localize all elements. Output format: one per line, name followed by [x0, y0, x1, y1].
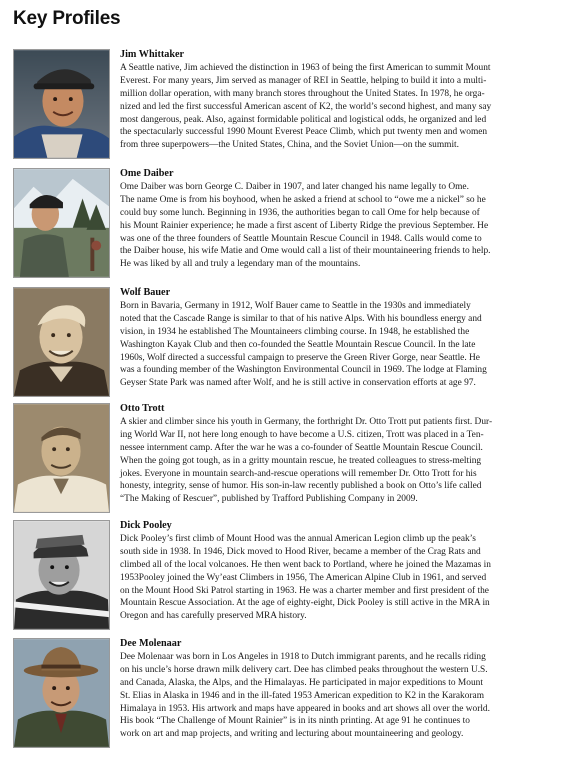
profile-bio-line: on his uncle’s horse drawn milk delivery cart. Dee has climbed peaks throughout the western U.S.	[120, 664, 488, 675]
profile-bio-line: nized and led the first successful American ascent of K2, the world’s second highest, and many say	[120, 101, 492, 112]
profile-bio-line: nessee internment camp. After the war he was a co-founder of Seattle Mountain Rescue Council.	[120, 442, 483, 453]
sepia-portrait-icon	[14, 288, 109, 396]
profile-bio-line: Ome Daiber was born George C. Daiber in 1907, and later changed his name legally to Ome.	[120, 181, 469, 192]
profile-bio-line: St. Elias in Alaska in 1946 and in the ill-fated 1953 American expedition to K2 in the Karakoram	[120, 690, 484, 701]
profile-bio-line: Everest. For many years, Jim served as manager of REI in Seattle, helping to build it into a multi-	[120, 75, 487, 86]
climber-portrait-icon	[14, 50, 109, 158]
profile-bio-line: ing World War II, not here long enough to have become a U.S. citizen, Trott was placed in a Ten-	[120, 429, 484, 440]
profile-name: Dick Pooley	[120, 520, 172, 531]
profile-bio-line: jokes. Everyone in mountain search-and-rescue operations will remember Dr. Otto Trott for his	[120, 468, 477, 479]
profile-name: Dee Molenaar	[120, 638, 182, 649]
profile-bio-line: Geyser State Park was named after Wolf, and he is still active in conservation efforts at age 97.	[120, 378, 476, 389]
profile-bio-line: Dick Pooley’s first climb of Mount Hood was the annual American Legion climb up the peak’s	[120, 533, 476, 544]
sepia-portrait-icon	[14, 404, 109, 512]
profile-bio-line: Dee Molenaar was born in Los Angeles in 1918 to Dutch immigrant parents, and he recalls riding	[120, 651, 486, 662]
profile-bio-line: million dollar operation, with many branch stores throughout the United States. In 1978, he orga-	[120, 88, 485, 99]
profile-bio-line: “The Making of Rescuer”, published by Trafford Publishing Company in 2009.	[120, 494, 418, 505]
profile-bio-line: was a founding member of the Washington Environmental Council in 1969. The lodge at Flaming	[120, 365, 487, 376]
profile-bio-line: was one of the three founders of Seattle Mountain Rescue Council in 1948. Calls would come to	[120, 233, 482, 244]
profile-ome-daiber	[13, 168, 575, 280]
profile-bio-line: 1953Pooley joined the Wy’east Climbers in 1956, The American Alpine Club in 1961, and served	[120, 572, 487, 583]
profile-bio-line: south side in 1938. In 1946, Dick moved to Hood River, became a member of the Crag Rats and	[120, 546, 481, 557]
ranger-portrait-icon	[14, 639, 109, 747]
profile-bio-line: The name Ome is from his boyhood, when he asked a friend at school to “owe me a nickel” so he	[120, 194, 486, 205]
profile-bio-line: When the going got tough, as in a gritty mountain rescue, he treated colleagues to stress-melting	[120, 455, 482, 466]
mountaineer-portrait-icon	[14, 169, 109, 277]
profile-bio-line: most dangerous, peak. Also, against formidable political and logistical odds, he organized and led	[120, 114, 487, 125]
profile-bio-line: his Mount Rainier experience; he made a first ascent of Liberty Ridge the previous September. He	[120, 220, 489, 231]
profile-bio-line: Washington Kayak Club and then co-founded the Seattle Mountain Rescue Council. In the late	[120, 339, 476, 350]
profile-bio-line: honesty, integrity, sense of humor. His son-in-law recently published a book on Otto’s life called	[120, 481, 482, 492]
profile-bio-line: A skier and climber since his youth in Germany, the forthright Dr. Otto Trott put patients first. Dur-	[120, 416, 493, 427]
profile-jim-whittaker	[13, 49, 575, 161]
profile-bio-line: Oregon and has carefully preserved MRA history.	[120, 611, 307, 622]
profile-bio-line: noted that the Cascade Range is similar to that of his native Alps. With his boundless energy and	[120, 313, 482, 324]
profile-name: Otto Trott	[120, 403, 165, 414]
portrait-photo-wolf-bauer	[13, 287, 110, 397]
profile-bio-line: He was liked by all and truly a legendary man of the mountains.	[120, 259, 361, 270]
profile-name: Jim Whittaker	[120, 49, 185, 60]
portrait-photo-dick-pooley	[13, 520, 110, 630]
profile-bio-line: 1960s, Wolf directed a successful campaign to preserve the Green River Gorge, near Seattle. He	[120, 352, 480, 363]
profile-bio-line: and Canada, Alaska, the Alps, and the Himalayas. He participated in major expeditions to Mount	[120, 677, 483, 688]
profile-bio-line: the spectacularly successful 1990 Mount Everest Peace Climb, which put twenty men and women	[120, 127, 488, 138]
profile-dee-molenaar	[13, 638, 575, 750]
profile-otto-trott	[13, 403, 575, 515]
profile-dick-pooley	[13, 520, 575, 632]
profile-bio-line: His book “The Challenge of Mount Rainier” is in its ninth printing. At age 91 he continues to	[120, 716, 470, 727]
profile-wolf-bauer	[13, 287, 575, 399]
portrait-photo-jim-whittaker	[13, 49, 110, 159]
profile-bio-line: Born in Bavaria, Germany in 1912, Wolf Bauer came to Seattle in the 1930s and immediately	[120, 300, 471, 311]
page-title: Key Profiles	[13, 8, 121, 29]
profile-bio-line: from three superpowers—the United States, China, and the Soviet Union—on the summit.	[120, 140, 460, 151]
portrait-photo-otto-trott	[13, 403, 110, 513]
bw-portrait-icon	[14, 521, 109, 629]
portrait-photo-dee-molenaar	[13, 638, 110, 748]
profile-bio-line: the Daiber house, his wife Matie and Ome would call a list of their mountaineering friends to help.	[120, 246, 491, 257]
profile-bio-line: on the Mount Hood Ski Patrol starting in 1963. He was a charter member and first president of the	[120, 585, 489, 596]
profile-name: Ome Daiber	[120, 168, 174, 179]
profile-name: Wolf Bauer	[120, 287, 171, 298]
profile-bio-line: Mountain Rescue Association. At the age of eighty-eight, Dick Pooley is still active in the MRA in	[120, 598, 490, 609]
profile-bio-line: vision, in 1934 he established The Mountaineers climbing course. In 1948, he established the	[120, 326, 470, 337]
profile-bio-line: Himalaya in 1953. His artwork and maps have appeared in books and art shows all over the world.	[120, 703, 490, 714]
profile-bio-line: climbed all of the local volcanoes. He then went back to Portland, where he joined the Mazamas in	[120, 559, 491, 570]
profile-bio-line: A Seattle native, Jim achieved the distinction in 1963 of being the first American to summit Mount	[120, 62, 491, 73]
portrait-photo-ome-daiber	[13, 168, 110, 278]
profile-bio-line: could buy some lunch. Beginning in 1936, the authorities began to call Ome for help because of	[120, 207, 480, 218]
profile-bio-line: work on art and map projects, and writing and lecturing about mountaineering and geology.	[120, 729, 464, 740]
